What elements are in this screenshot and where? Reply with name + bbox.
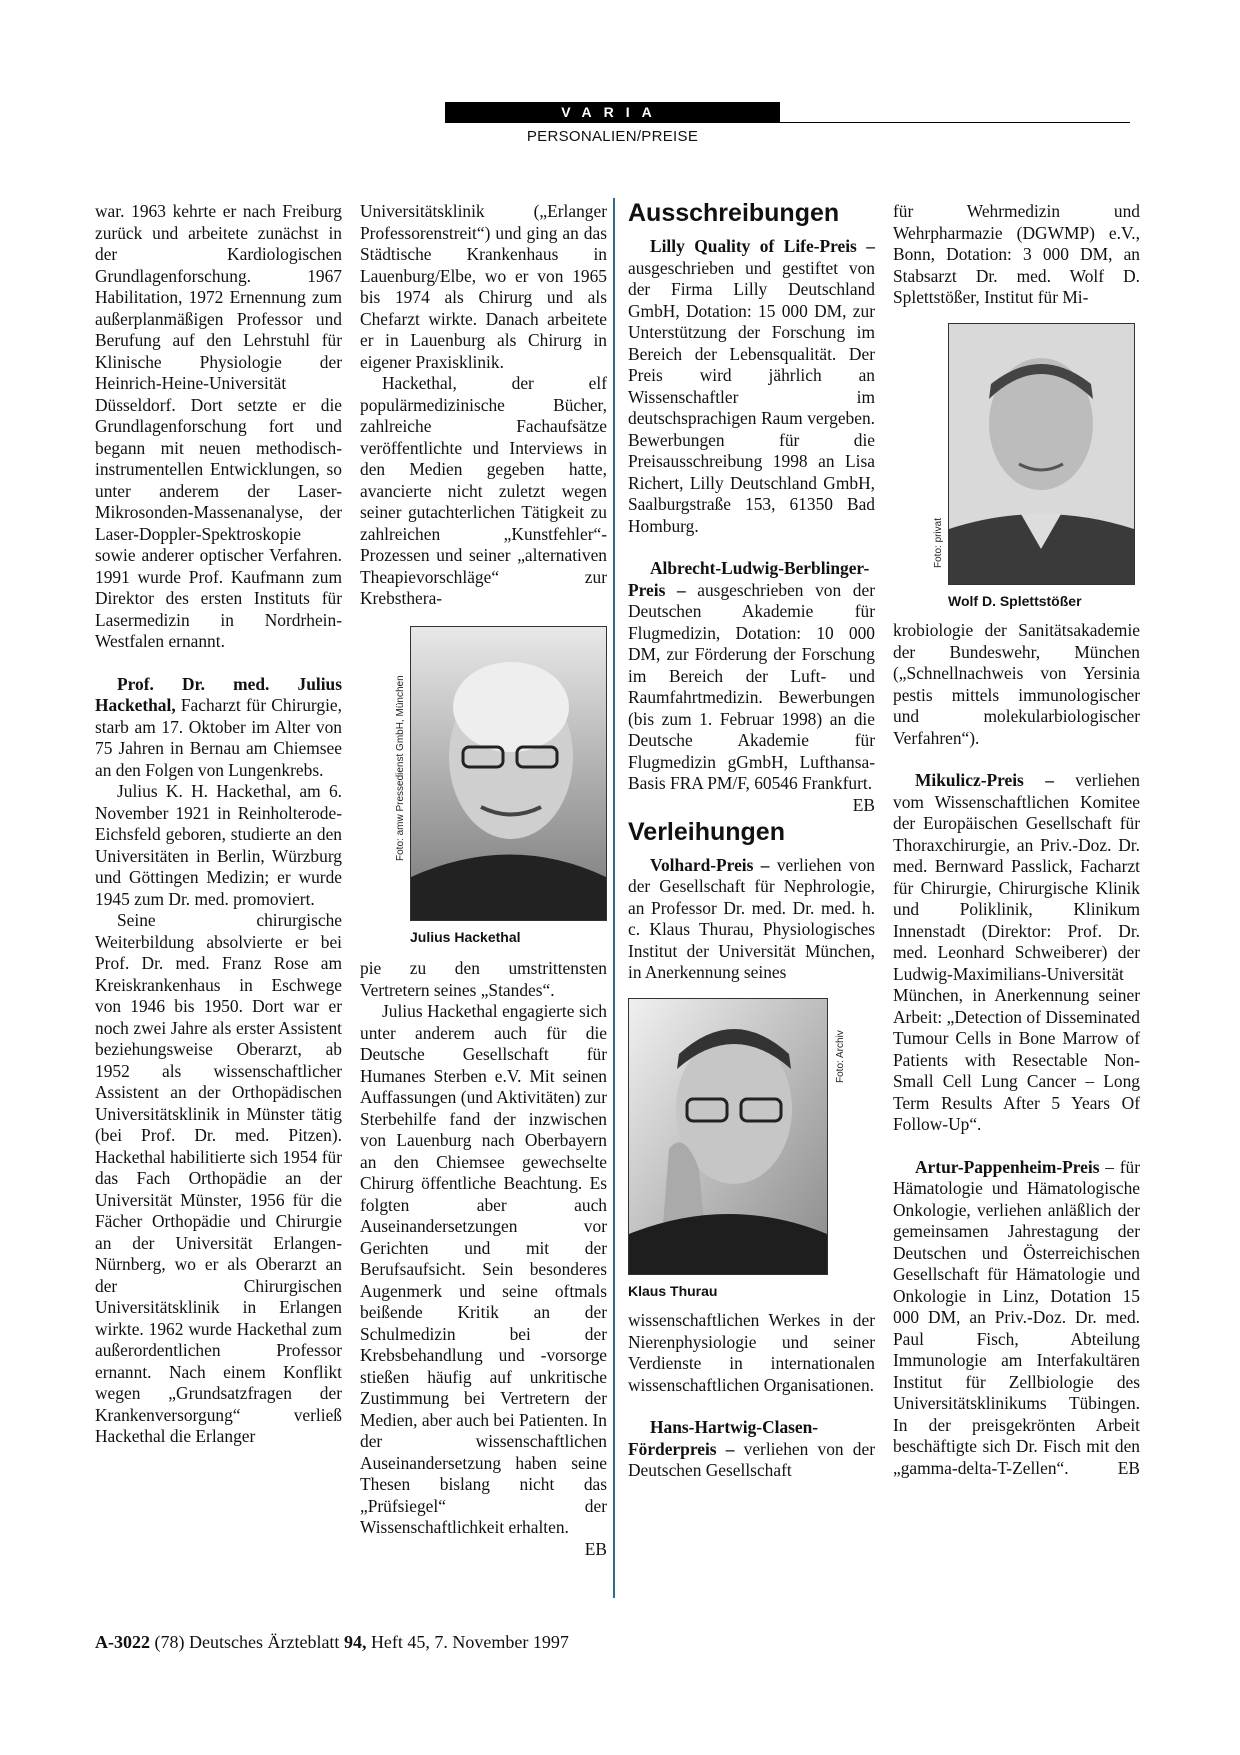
portrait-image (948, 323, 1135, 585)
footer-issue: Heft 45, 7. November 1997 (370, 1632, 569, 1652)
photo-credit: Foto: amw Pressedienst GmbH, München (395, 674, 406, 861)
paragraph-text: verliehen von der Deutschen Gesellschaft (628, 1438, 875, 1480)
paragraph: für Wehrmedizin und Wehrpharmazie (DGWMP) e.V., Bonn, Dotation: 3 000 DM, an Stabsarzt Dr. med. Wolf D. Splettstößer, Institut für Mi- (893, 201, 1140, 307)
page-number: A-3022 (95, 1632, 150, 1652)
photo-credit: Foto: privat (933, 517, 944, 568)
bold-lead: Prof. Dr. med. Julius Hackethal, (95, 673, 342, 715)
paragraph (95, 674, 342, 782)
paragraph-text: ausgeschrieben von der Deutschen Akademie für Flugmedizin, Dotation: 10 000 DM, zur Förderung der Forschung im Bereich der Luft- und Raumfahrtmedizin. Bewerbungen (bis zum 1. Februar 1998) an die Deutsche Akademie für Flugmedizin gGmbH, Lufthansa-Basis FRA PM/F, 60546 Frankfurt. (628, 579, 875, 793)
paragraph-text: Julius Hackethal engagierte sich unter anderem auch für die Deutsche Gesellschaft für Humanes Sterben e.V. Mit seinen Auffassungen (und Aktivitäten) zur Sterbehilfe fand der inzwischen von Lauenburg nach Oberbayern an den Chiemsee gewechselte Chirurg öffentliche Beachtung. Es folgten aber auch Auseinandersetzungen vor Gerichten und mit der Berufsaufsicht. Sein besonderes Augenmerk und seine oftmals beißende Kritik an der Schulmedizin bei der Krebsbehandlung und -vorsorge stießen häufig auf unkritische Zustimmung bei Vertretern der Medien, aber auch bei Patienten. In der wissenschaftlichen Auseinandersetzung haben seine Thesen bislang nicht das „Prüfsiegel“ der Wissenschaftlichkeit erhalten. (360, 1001, 607, 1537)
section-subheader: PERSONALIEN/PREISE (526, 128, 699, 145)
photo-splettstoesser (933, 323, 1133, 613)
paragraph (893, 770, 1140, 1136)
author-sign: EB (1117, 1457, 1140, 1478)
footer-volume: 94, (343, 1632, 367, 1652)
footer-journal: (78) Deutsches Ärzteblatt (154, 1632, 340, 1652)
photo-hackethal (395, 626, 605, 949)
section-header: VARIA (445, 102, 780, 122)
photo-credit: Foto: Archiv (835, 1029, 846, 1083)
column-2 (360, 201, 607, 1560)
column-3 (628, 198, 875, 1482)
bold-lead: Mikulicz-Preis – (915, 770, 1054, 790)
paragraph: wissenschaftlichen Werkes in der Nierenphysiologie und seiner Verdienste in internationalen wissenschaftlichen Organisationen. (628, 1310, 875, 1395)
author-sign: EB (584, 1538, 607, 1559)
paragraph (628, 236, 875, 537)
paragraph-text: verliehen vom Wissenschaftlichen Komitee der Europäischen Gesellschaft für Thoraxchirurgie, an Priv.-Doz. Dr. med. Bernward Passlick, Facharzt für Chirurgie, Chirurgische Klinik und Poliklinik, Klinikum Innenstadt (Direktor: Prof. Dr. med. Leonhard Schweiberer) der Ludwig-Maximilians-Universität München, in Anerkennung seiner Arbeit: „Detection of Disseminated Tumour Cells in Bone Marrow of Patients with Resectable Non-Small Cell Lung Cancer – Long Term Results After 5 Years Of Follow-Up“. (893, 770, 1141, 1134)
paragraph (628, 855, 875, 984)
paragraph: Hackethal, der elf populärmedizinische Bücher, zahlreiche Fachaufsätze veröffentlichte und Interviews in den Medien gegeben hatte, avancierte nicht zuletzt wegen seiner gutachterlichen Tätigkeit zu zahlreichen „Kunstfehler“-Prozessen und seiner „alternativen Theapievorschläge“ zur Krebsthera- (360, 373, 607, 608)
column-rule (613, 198, 615, 1598)
bold-lead: Hans-Hartwig-Clasen-Förderpreis – (628, 1417, 819, 1459)
paragraph (893, 1157, 1140, 1480)
paragraph-text: – für Hämatologie und Hämatologische Onkologie, verliehen anläßlich der gemeinsamen Jahrestagung der Deutschen und Österreichischen Gesellschaft für Hämatologie und Onkologie in Linz, Dotation 15 000 DM, an Priv.-Doz. Dr. med. Paul Fisch, Abteilung Immunologie am Interfakultären Institut für Zellbiologie des Universitätsklinikums Tübingen. In der preisgekrönten Arbeit beschäftigte sich Dr. Fisch mit den „gamma-delta-T-Zellen“. (893, 1156, 1140, 1478)
paragraph (360, 1001, 607, 1559)
paragraph: krobiologie der Sanitätsakademie der Bundeswehr, München („Schnellnachweis von Yersinia pestis mittels immunologischer und molekularbiologischer Verfahren“). (893, 620, 1140, 748)
photo-caption: Julius Hackethal (410, 928, 521, 945)
photo-caption: Wolf D. Splettstößer (948, 592, 1082, 609)
bold-lead: Artur-Pappenheim-Preis (915, 1156, 1100, 1177)
paragraph (628, 1417, 875, 1482)
header-rule (445, 122, 1130, 123)
paragraph: Universitätsklinik („Erlanger Professorenstreit“) und ging an das Städtische Krankenhaus in Lauenburg/Elbe, wo er von 1965 bis 1974 als Chirurg und als Chefarzt wirkte. Danach arbeitete er in Lauenburg als Chirurg in eigener Praxisklinik. (360, 201, 607, 372)
bold-lead: Volhard-Preis – (650, 854, 770, 875)
paragraph: Seine chirurgische Weiterbildung absolvierte er bei Prof. Dr. med. Franz Rose am Kreiskrankenhaus in Eschwege von 1946 bis 1950. Dort war er noch zwei Jahre als erster Assistent beziehungsweise Oberarzt, ab 1952 als wissenschaftlicher Assistent an der Orthopädischen Universitätsklinik in Münster tätig (bei Prof. Dr. med. Pitzen). Hackethal habilitierte sich 1954 für das Fach Orthopädie an der Universität Münster, 1956 für die Fächer Orthopädie und Chirurgie an der Universität Erlangen-Nürnberg, wo er als Oberarzt an der Chirurgischen Universitätsklinik in Erlangen wirkte. 1962 wurde Hackethal zum außerordentlichen Professor ernannt. Nach einem Konflikt wegen „Grundsatzfragen der Krankenversorgung“ verließ Hackethal die Erlanger (95, 910, 342, 1446)
portrait-image (410, 626, 607, 921)
paragraph (628, 558, 875, 815)
bold-lead: Albrecht-Ludwig-Berblinger-Preis – (628, 558, 870, 600)
heading-ausschreibungen: Ausschreibungen (628, 199, 840, 227)
paragraph-text: ausgeschrieben und gestiftet von der Firma Lilly Deutschland GmbH, Dotation: 15 000 DM, zur Unterstützung der Forschung im Bereich der Lebensqualität. Der Preis wird jährlich an Wissenschaftler im deutschsprachigen Raum vergeben. Bewerbungen für die Preisausschreibung 1998 an Lisa Richert, Lilly Deutschland GmbH, Saalburgstraße 153, 61350 Bad Homburg. (628, 257, 875, 536)
page-footer (95, 1632, 569, 1653)
photo-thurau (628, 998, 846, 1303)
bold-lead: Lilly Quality of Life-Preis – (650, 236, 875, 256)
column-1 (95, 201, 342, 1448)
heading-verleihungen: Verleihungen (628, 817, 785, 846)
paragraph-text: Facharzt für Chirurgie, starb am 17. Oktober im Alter von 75 Jahren in Bernau am Chiemsee an den Folgen von Lungenkrebs. (95, 695, 342, 780)
paragraph: pie zu den umstrittensten Vertretern seines „Standes“. (360, 958, 607, 1000)
paragraph: Julius K. H. Hackethal, am 6. November 1921 in Reinholterode-Eichsfeld geboren, studierte an den Universitäten in Berlin, Würzburg und Göttingen Medizin; er wurde 1945 zum Dr. med. promoviert. (95, 781, 342, 909)
paragraph-text: verliehen von der Gesellschaft für Nephrologie, an Professor Dr. med. Dr. med. h. c. Klaus Thurau, Physiologisches Institut der Universität München, in Anerkennung seines (628, 854, 875, 982)
paragraph: war. 1963 kehrte er nach Freiburg zurück und arbeitete zunächst in der Kardiologischen Grundlagenforschung. 1967 Habilitation, 1972 Ernennung zum außerplanmäßigen Professor und Berufung auf den Lehrstuhl für Klinische Physiologie der Heinrich-Heine-Universität Düsseldorf. Dort setzte er die Grundlagenforschung fort und begann mit neuen methodisch-instrumentellen Entwicklungen, so unter anderem der Laser-Mikrosonden-Massenanalyse, der Laser-Doppler-Spektroskopie sowie anderer optischer Verfahren. 1991 wurde Prof. Kaufmann zum Direktor des ersten Instituts für Lasermedizin in Nordrhein-Westfalen ernannt. (95, 201, 342, 651)
portrait-image (628, 998, 828, 1275)
photo-caption: Klaus Thurau (628, 1282, 718, 1299)
author-sign: EB (852, 794, 875, 815)
column-4 (893, 201, 1140, 1479)
